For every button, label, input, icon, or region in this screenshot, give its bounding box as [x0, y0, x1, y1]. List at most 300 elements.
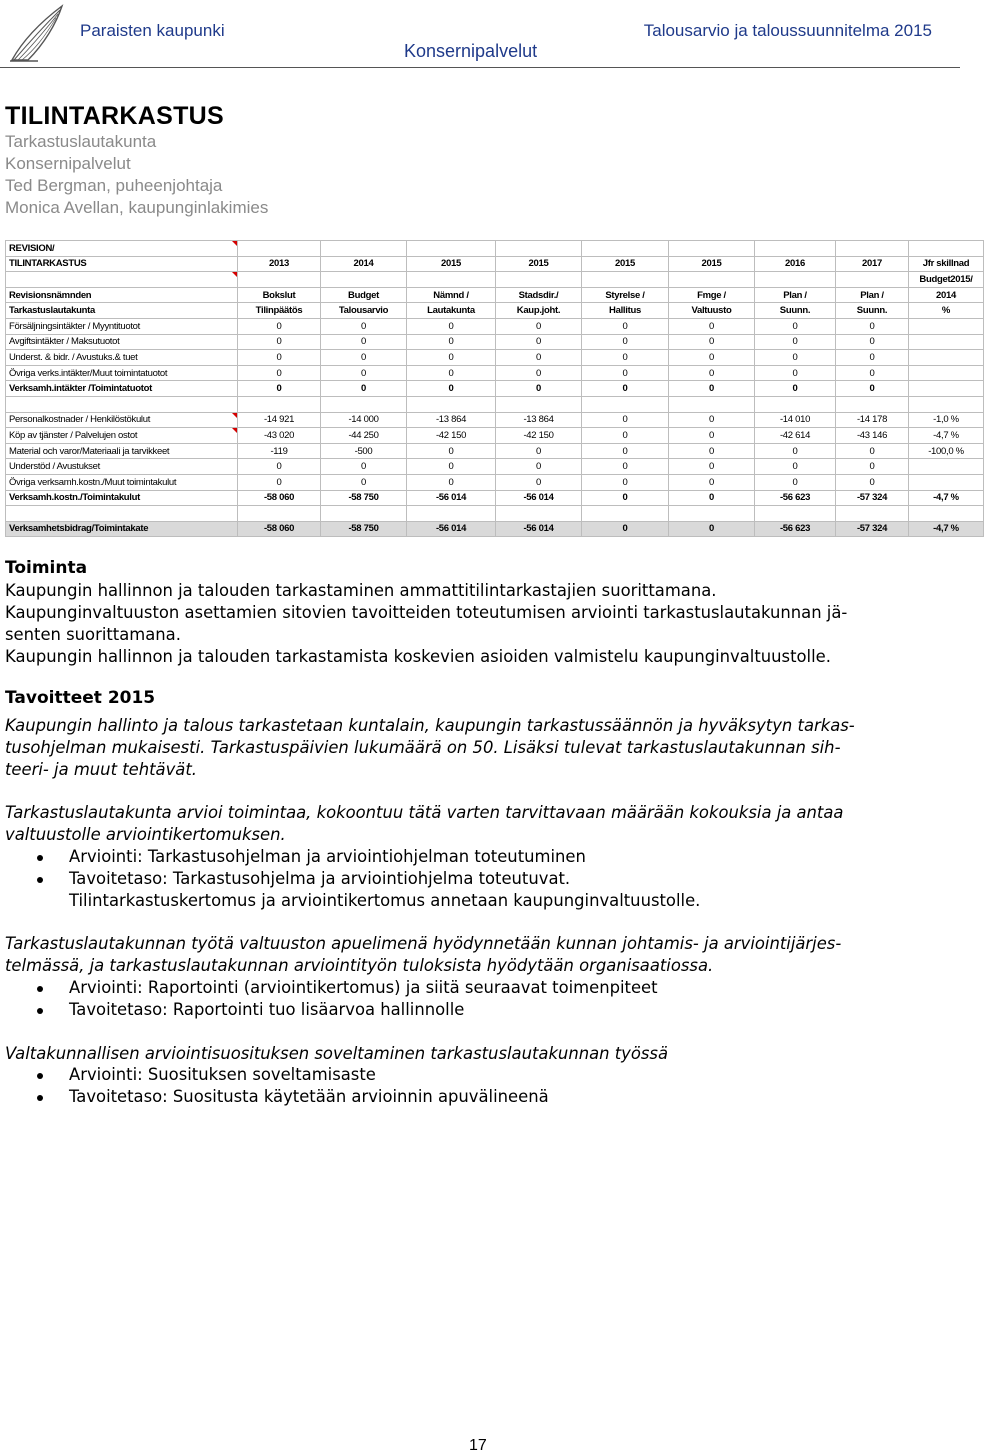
- cell-text: 0: [869, 383, 875, 395]
- cell-text: Jfr skillnad: [922, 258, 970, 270]
- cell-text: Personalkostnader / Henkilöstökulut: [9, 414, 151, 426]
- value-cell: [238, 474, 321, 490]
- value-cell: [238, 334, 321, 350]
- cell-text: 2015: [441, 258, 461, 270]
- value-cell: [909, 506, 984, 522]
- cell-text: -56 623: [779, 523, 811, 535]
- cell-text: 0: [622, 383, 628, 395]
- cell-text: 0: [361, 461, 366, 473]
- table-row: [6, 443, 984, 459]
- value-cell: [909, 334, 984, 350]
- tavoitteet-paragraph-line: teeri- ja muut tehtävät.: [5, 760, 197, 779]
- value-cell: [909, 318, 984, 334]
- cell-text: Nämnd /: [433, 289, 469, 301]
- value-cell: [321, 381, 407, 397]
- value-cell: [321, 521, 407, 537]
- bullet-icon: [37, 986, 43, 992]
- value-cell: [321, 287, 407, 303]
- value-cell: [407, 412, 496, 428]
- value-cell: [407, 318, 496, 334]
- row-label-cell: [6, 350, 238, 366]
- value-cell: [496, 474, 582, 490]
- cell-text: 0: [622, 414, 628, 426]
- bullet-item: Arviointi: Raportointi (arviointikertomus) ja siitä seuraavat toimenpiteet: [69, 978, 658, 997]
- subtitle-department: Konsernipalvelut: [5, 154, 131, 173]
- cell-text: 0: [622, 445, 628, 457]
- value-cell: [407, 396, 496, 412]
- cell-text: Revisionsnämnden: [9, 289, 92, 301]
- value-cell: [407, 428, 496, 444]
- cell-text: Kaup.joht.: [516, 305, 561, 317]
- value-cell: [909, 521, 984, 537]
- cell-text: Bokslut: [262, 289, 296, 301]
- table-row: [6, 490, 984, 506]
- value-cell: [755, 365, 836, 381]
- value-cell: [321, 506, 407, 522]
- tavoitteet-paragraph-line: Kaupungin hallinto ja talous tarkastetaan kuntalain, kaupungin tarkastussäännön ja hyväksytyn tarkas-: [5, 716, 855, 735]
- cell-text: -14 010: [779, 414, 811, 426]
- header-document-title: Talousarvio ja taloussuunnitelma 2015: [643, 21, 932, 40]
- cell-text: 2015: [528, 258, 549, 270]
- table-row: [6, 412, 984, 428]
- value-cell: [669, 318, 755, 334]
- bullet-item: Arviointi: Tarkastusohjelman ja arviointiohjelman toteutuminen: [69, 847, 586, 866]
- cell-text: 2017: [862, 258, 882, 270]
- cell-text: Suunn.: [856, 305, 888, 317]
- cell-text: 0: [448, 336, 454, 348]
- row-label-cell: [6, 521, 238, 537]
- cell-text: Verksamhetsbidrag/Toimintakate: [9, 523, 149, 535]
- tavoitteet-paragraph-line: telmässä, ja tarkastuslautakunnan arviointityön tuloksista hyödytään organisaatiossa.: [5, 956, 714, 975]
- cell-text: 0: [448, 476, 454, 488]
- cell-text: 2015: [615, 258, 635, 270]
- cell-text: 0: [536, 445, 541, 457]
- cell-text: 0: [361, 476, 366, 488]
- value-cell: [238, 256, 321, 272]
- cell-text: 0: [869, 476, 875, 488]
- row-label-cell: [6, 381, 238, 397]
- cell-text: 0: [792, 461, 798, 473]
- cell-text: 0: [869, 367, 875, 379]
- cell-text: -1,0 %: [933, 414, 959, 426]
- cell-text: %: [941, 305, 951, 317]
- value-cell: [496, 241, 582, 257]
- value-cell: [669, 428, 755, 444]
- value-cell: [582, 506, 669, 522]
- value-cell: [238, 490, 321, 506]
- value-cell: [836, 334, 909, 350]
- cell-text: 0: [709, 523, 714, 535]
- value-cell: [407, 272, 496, 288]
- value-cell: [321, 412, 407, 428]
- cell-text: 2016: [785, 258, 805, 270]
- toiminta-line: Kaupunginvaltuuston asettamien sitovien tavoitteiden toteutumisen arviointi tarkastuslautakunnan jä-: [5, 603, 848, 622]
- table-row: [6, 428, 984, 444]
- value-cell: [321, 428, 407, 444]
- value-cell: [496, 428, 582, 444]
- tavoitteet-paragraph-line: valtuustolle arviointikertomuksen.: [5, 825, 286, 844]
- table-row: [6, 241, 984, 257]
- cell-text: Suunn.: [779, 305, 811, 317]
- value-cell: [238, 350, 321, 366]
- city-logo-icon: [8, 2, 70, 64]
- cell-text: -42 614: [779, 429, 811, 441]
- cell-text: -119: [270, 445, 288, 457]
- cell-text: 0: [536, 383, 541, 395]
- cell-text: 2014: [353, 258, 374, 270]
- cell-text: 0: [709, 476, 714, 488]
- value-cell: [238, 443, 321, 459]
- value-cell: [909, 303, 984, 319]
- value-cell: [321, 334, 407, 350]
- cell-text: 0: [622, 351, 628, 363]
- cell-text: 0: [622, 336, 628, 348]
- value-cell: [496, 272, 582, 288]
- value-cell: [407, 381, 496, 397]
- value-cell: [496, 381, 582, 397]
- value-cell: [755, 412, 836, 428]
- row-label-cell: [6, 241, 238, 257]
- row-label-cell: [6, 506, 238, 522]
- cell-text: 0: [448, 351, 454, 363]
- cell-text: 0: [709, 445, 714, 457]
- row-label-cell: [6, 334, 238, 350]
- cell-text: 0: [361, 351, 366, 363]
- value-cell: [496, 443, 582, 459]
- value-cell: [755, 521, 836, 537]
- bullet-item: Tavoitetaso: Raportointi tuo lisäarvoa hallinnolle: [69, 1000, 465, 1019]
- value-cell: [669, 350, 755, 366]
- value-cell: [909, 474, 984, 490]
- value-cell: [909, 365, 984, 381]
- value-cell: [909, 350, 984, 366]
- value-cell: [909, 272, 984, 288]
- cell-text: -13 864: [435, 414, 467, 426]
- page-number: 17: [469, 1437, 487, 1454]
- cell-text: Övriga verksamh.kostn./Muut toimintakulut: [9, 476, 177, 488]
- cell-text: -4,7 %: [933, 429, 959, 441]
- cell-text: Budget: [348, 289, 379, 301]
- cell-text: -100,0 %: [928, 445, 964, 457]
- value-cell: [669, 381, 755, 397]
- value-cell: [836, 303, 909, 319]
- cell-text: 0: [709, 320, 714, 332]
- value-cell: [582, 334, 669, 350]
- value-cell: [755, 474, 836, 490]
- budget-table: [5, 240, 984, 537]
- page-title: TILINTARKASTUS: [5, 102, 224, 130]
- value-cell: [238, 381, 321, 397]
- cell-text: 0: [276, 476, 282, 488]
- cell-text: 0: [622, 461, 628, 473]
- cell-text: 0: [792, 476, 798, 488]
- cell-text: 0: [276, 383, 282, 395]
- value-cell: [496, 412, 582, 428]
- cell-text: REVISION/: [9, 242, 55, 254]
- value-cell: [755, 381, 836, 397]
- value-cell: [909, 241, 984, 257]
- cell-text: -58 750: [348, 492, 379, 504]
- value-cell: [582, 287, 669, 303]
- cell-text: Verksamh.kostn./Toimintakulut: [9, 492, 141, 504]
- value-cell: [669, 459, 755, 475]
- subtitle-board: Tarkastuslautakunta: [5, 132, 157, 151]
- value-cell: [238, 459, 321, 475]
- value-cell: [407, 334, 496, 350]
- cell-text: -4,7 %: [933, 492, 959, 504]
- value-cell: [836, 318, 909, 334]
- cell-text: 0: [361, 320, 366, 332]
- row-label-cell: [6, 272, 238, 288]
- value-cell: [909, 412, 984, 428]
- cell-text: Tilinpäätös: [255, 305, 303, 317]
- value-cell: [669, 490, 755, 506]
- value-cell: [321, 241, 407, 257]
- value-cell: [407, 303, 496, 319]
- value-cell: [836, 443, 909, 459]
- value-cell: [496, 318, 582, 334]
- value-cell: [321, 256, 407, 272]
- value-cell: [238, 318, 321, 334]
- cell-text: Köp av tjänster / Palvelujen ostot: [9, 429, 138, 441]
- cell-text: 0: [536, 351, 541, 363]
- cell-text: 0: [361, 367, 366, 379]
- value-cell: [582, 428, 669, 444]
- value-cell: [321, 474, 407, 490]
- cell-text: 0: [709, 429, 714, 441]
- value-cell: [238, 506, 321, 522]
- value-cell: [407, 350, 496, 366]
- value-cell: [755, 459, 836, 475]
- value-cell: [582, 412, 669, 428]
- value-cell: [496, 287, 582, 303]
- value-cell: [407, 256, 496, 272]
- value-cell: [238, 396, 321, 412]
- value-cell: [836, 428, 909, 444]
- value-cell: [238, 521, 321, 537]
- table-row: [6, 350, 984, 366]
- comment-marker-icon: [232, 413, 237, 418]
- value-cell: [755, 256, 836, 272]
- cell-text: 2013: [269, 258, 289, 270]
- table-row: [6, 365, 984, 381]
- cell-text: -56 623: [779, 492, 811, 504]
- row-label-cell: [6, 443, 238, 459]
- cell-text: Avgiftsintäkter / Maksutuotot: [9, 336, 120, 348]
- row-label-cell: [6, 459, 238, 475]
- cell-text: 0: [622, 523, 628, 535]
- cell-text: 0: [792, 367, 798, 379]
- value-cell: [496, 490, 582, 506]
- value-cell: [669, 303, 755, 319]
- cell-text: 0: [792, 445, 798, 457]
- value-cell: [836, 506, 909, 522]
- value-cell: [909, 287, 984, 303]
- value-cell: [582, 272, 669, 288]
- value-cell: [582, 459, 669, 475]
- value-cell: [669, 443, 755, 459]
- cell-text: -56 014: [435, 492, 467, 504]
- value-cell: [755, 318, 836, 334]
- value-cell: [755, 272, 836, 288]
- value-cell: [496, 350, 582, 366]
- value-cell: [321, 318, 407, 334]
- cell-text: Plan /: [783, 289, 807, 301]
- value-cell: [582, 365, 669, 381]
- bullet-icon: [37, 1095, 43, 1101]
- value-cell: [321, 350, 407, 366]
- value-cell: [669, 474, 755, 490]
- cell-text: -56 014: [523, 492, 554, 504]
- value-cell: [582, 318, 669, 334]
- cell-text: Talousarvio: [338, 305, 389, 317]
- value-cell: [238, 287, 321, 303]
- value-cell: [836, 287, 909, 303]
- value-cell: [321, 396, 407, 412]
- table-row: [6, 506, 984, 522]
- subtitle-chairman: Ted Bergman, puheenjohtaja: [5, 176, 223, 195]
- value-cell: [496, 303, 582, 319]
- table-row: [6, 318, 984, 334]
- row-label-cell: [6, 412, 238, 428]
- bullet-icon: [37, 1008, 43, 1014]
- value-cell: [582, 256, 669, 272]
- cell-text: 0: [536, 461, 541, 473]
- cell-text: Material och varor/Materiaali ja tarvikkeet: [9, 445, 170, 457]
- cell-text: 0: [276, 336, 282, 348]
- cell-text: 0: [622, 492, 628, 504]
- cell-text: Fmge /: [697, 289, 726, 301]
- table-row: [6, 459, 984, 475]
- cell-text: -43 146: [856, 429, 888, 441]
- tavoitteet-paragraph-line: Tarkastuslautakunnan työtä valtuuston apuelimenä hyödynnetään kunnan johtamis- ja arviointijärjes-: [5, 934, 842, 953]
- cell-text: 0: [448, 320, 454, 332]
- value-cell: [321, 459, 407, 475]
- cell-text: 0: [276, 320, 282, 332]
- value-cell: [755, 490, 836, 506]
- value-cell: [909, 381, 984, 397]
- value-cell: [238, 241, 321, 257]
- table-row: [6, 256, 984, 272]
- value-cell: [582, 474, 669, 490]
- cell-text: -4,7 %: [933, 523, 959, 535]
- bullet-item: Tavoitetaso: Tarkastusohjelma ja arviointiohjelma toteutuvat.: [69, 869, 571, 888]
- value-cell: [836, 272, 909, 288]
- cell-text: Plan /: [860, 289, 884, 301]
- row-label-cell: [6, 256, 238, 272]
- value-cell: [582, 396, 669, 412]
- header-department: Konsernipalvelut: [404, 41, 538, 61]
- value-cell: [909, 396, 984, 412]
- bullet-item-continuation: Tilintarkastuskertomus ja arviointikertomus annetaan kaupunginvaltuustolle.: [69, 891, 701, 910]
- value-cell: [836, 490, 909, 506]
- bullet-item: Tavoitetaso: Suositusta käytetään arvioinnin apuvälineenä: [69, 1087, 549, 1106]
- cell-text: 0: [536, 320, 541, 332]
- cell-text: -58 060: [263, 523, 295, 535]
- value-cell: [407, 443, 496, 459]
- cell-text: -57 324: [856, 523, 888, 535]
- value-cell: [496, 459, 582, 475]
- table-row: [6, 521, 984, 537]
- value-cell: [755, 334, 836, 350]
- cell-text: 0: [361, 336, 366, 348]
- value-cell: [407, 459, 496, 475]
- cell-text: 2014: [936, 289, 956, 301]
- value-cell: [407, 287, 496, 303]
- row-label-cell: [6, 474, 238, 490]
- cell-text: 0: [869, 320, 875, 332]
- cell-text: 0: [276, 367, 282, 379]
- value-cell: [755, 506, 836, 522]
- value-cell: [582, 350, 669, 366]
- value-cell: [836, 256, 909, 272]
- value-cell: [836, 412, 909, 428]
- cell-text: -42 150: [435, 429, 467, 441]
- cell-text: 0: [869, 351, 875, 363]
- cell-text: -44 250: [348, 429, 379, 441]
- value-cell: [582, 241, 669, 257]
- value-cell: [669, 412, 755, 428]
- table-row: [6, 334, 984, 350]
- bullet-item: Arviointi: Suosituksen soveltamisaste: [69, 1065, 376, 1084]
- value-cell: [407, 490, 496, 506]
- cell-text: 0: [869, 445, 875, 457]
- row-label-cell: [6, 365, 238, 381]
- value-cell: [496, 365, 582, 381]
- cell-text: -14 178: [856, 414, 888, 426]
- cell-text: Försäljningsintäkter / Myyntituotot: [9, 320, 141, 332]
- cell-text: Styrelse /: [605, 289, 645, 301]
- cell-text: TILINTARKASTUS: [9, 258, 87, 270]
- cell-text: 0: [622, 429, 628, 441]
- cell-text: 0: [709, 414, 714, 426]
- value-cell: [836, 381, 909, 397]
- cell-text: 0: [448, 445, 454, 457]
- value-cell: [582, 303, 669, 319]
- value-cell: [582, 490, 669, 506]
- value-cell: [582, 443, 669, 459]
- value-cell: [755, 287, 836, 303]
- cell-text: 0: [792, 336, 798, 348]
- cell-text: 0: [622, 320, 628, 332]
- cell-text: -13 864: [523, 414, 554, 426]
- table-row: [6, 396, 984, 412]
- row-label-cell: [6, 303, 238, 319]
- value-cell: [909, 428, 984, 444]
- value-cell: [407, 241, 496, 257]
- cell-text: Tarkastuslautakunta: [9, 305, 95, 317]
- cell-text: -14 921: [263, 414, 295, 426]
- value-cell: [669, 334, 755, 350]
- row-label-cell: [6, 318, 238, 334]
- value-cell: [755, 396, 836, 412]
- value-cell: [321, 365, 407, 381]
- value-cell: [321, 490, 407, 506]
- value-cell: [669, 256, 755, 272]
- value-cell: [407, 521, 496, 537]
- value-cell: [909, 443, 984, 459]
- value-cell: [909, 256, 984, 272]
- table-row: [6, 474, 984, 490]
- value-cell: [909, 490, 984, 506]
- value-cell: [755, 241, 836, 257]
- cell-text: 0: [869, 461, 875, 473]
- section-heading-tavoitteet: Tavoitteet 2015: [5, 688, 156, 708]
- comment-marker-icon: [232, 272, 237, 277]
- value-cell: [582, 521, 669, 537]
- cell-text: -500: [354, 445, 373, 457]
- cell-text: 0: [709, 492, 714, 504]
